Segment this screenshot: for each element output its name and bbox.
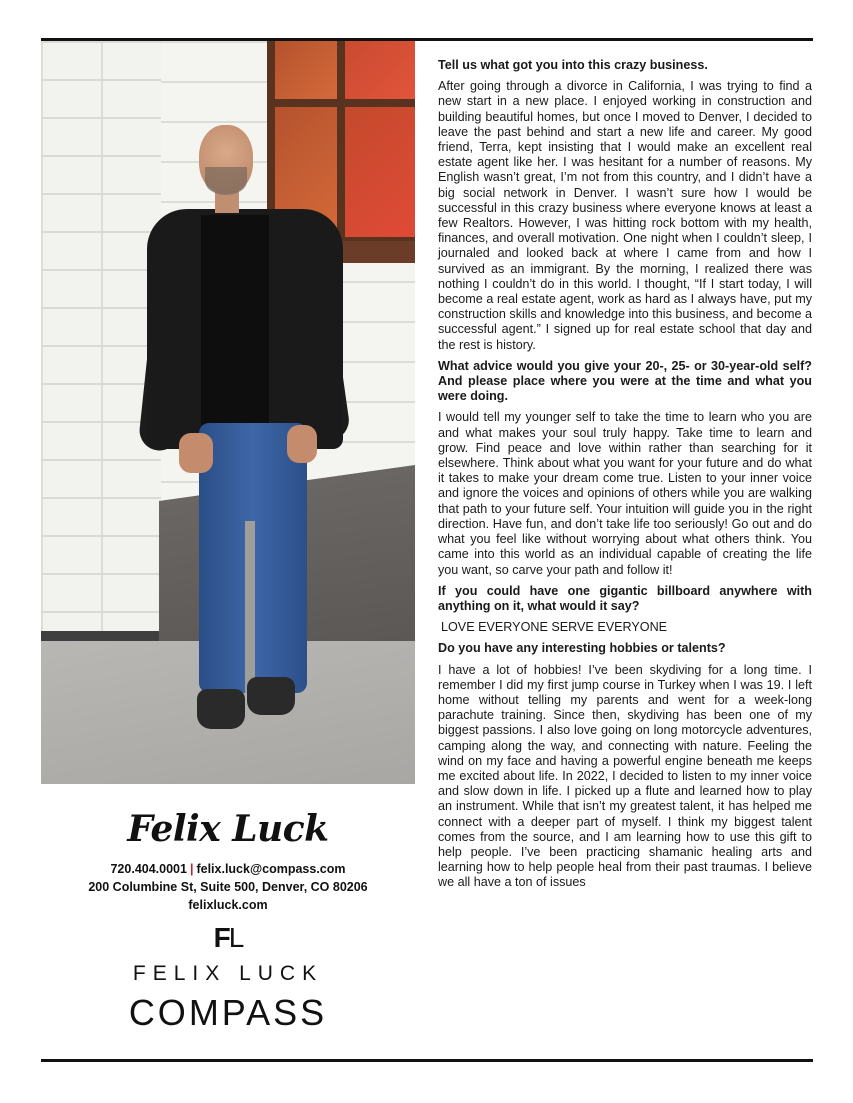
website[interactable]: felixluck.com — [188, 898, 268, 912]
question-3: If you could have one gigantic billboard anywhere with anything on it, what would it say? — [438, 583, 812, 613]
phone[interactable]: 720.404.0001 — [110, 862, 187, 876]
agent-name: Felix Luck — [127, 808, 329, 850]
question-1: Tell us what got you into this crazy business. — [438, 58, 708, 72]
answer-2: I would tell my younger self to take the time to learn who you are and what makes your soul truly happy. Take time to learn and grow. Find peace and love within rather than searching for it elsewhere. Think about what you want for your future and do what it takes to make your dream come true. Listen to your inner voice and ignore the voices and opinions of others while you are walking that path to your future self. Your intuition will guide you in the right direction. Have fun, and don’t take life too seriously! Go out and do what you feel like without worrying about what others think. You came into this world as an individual capable of creating the life you want, so carve your path and follow it! — [438, 410, 812, 577]
right-hand — [287, 425, 317, 463]
compass-logo: COMPASS — [128, 992, 328, 1033]
left-boot — [197, 689, 245, 729]
address: 200 Columbine St, Suite 500, Denver, CO 80206 — [88, 880, 368, 894]
contact-line-phone-email — [41, 862, 415, 876]
answer-4: I have a lot of hobbies! I’ve been skydiving for a long time. I remember I did my first jump course in Turkey when I was 19. I left home without telling my parents and went for a week-long parachute training. Since then, skydiving has been one of my biggest passions. I also love going on long motorcycle adventures, camping along the way, and connecting with nature. Feeling the wind on my face and having a powerful engine beneath me keeps me excited about life. In 2022, I decided to listen to my inner voice and slow down in life. I picked up a flute and learned how to play an instrument. While that isn’t my greatest talent, it has helped me connect with a deeper part of myself. I think my biggest talent comes from the source, and I am learning how to use this gift to help people. I’ve been practicing shamanic healing arts and learning how to help people heal from their past traumas. I believe we all have a ton of issues — [438, 662, 812, 890]
monogram-logo: FL — [213, 922, 243, 953]
separator: | — [189, 862, 194, 876]
email[interactable]: felix.luck@compass.com — [196, 862, 346, 876]
felix-luck-wordmark: FELIX LUCK — [132, 962, 324, 985]
question-4: Do you have any interesting hobbies or talents? — [438, 641, 726, 656]
bottom-rule — [41, 1059, 813, 1062]
beard — [205, 167, 247, 195]
portrait-photo — [41, 41, 415, 784]
shirt — [201, 215, 269, 431]
left-hand — [179, 433, 213, 473]
interview-article — [438, 58, 812, 897]
answer-1: After going through a divorce in California, I was trying to find a new start in a new place. I enjoyed working in construction and building beautiful homes, but once I moved to Denver, I decided to leave the past behind and start a new life and career. My good friend, Terra, kept insisting that I would make an excellent real estate agent like her. I was hesitant for a number of reasons. My English wasn’t great, I’m not from this country, and I didn’t have a big social network in Denver. I wasn’t sure how I would be successful in this crazy business where everyone knows at least a few Realtors. However, I was hitting rock bottom with my health, finances, and overall motivation. One night when I couldn’t sleep, I journaled and looked back at where I came from and how I survived as an immigrant. By the morning, I realized there was nothing I couldn’t do in this world. I thought, “If I start today, I will become a real estate agent, work as hard as I always have, put my construction skills and knowledge into this business, and become a successful agent.” I signed up for real estate school that day and the rest is history. — [438, 79, 812, 352]
answer-3: LOVE EVERYONE SERVE EVERYONE — [441, 620, 668, 635]
question-2: What advice would you give your 20-, 25- or 30-year-old self? And please place where you were at the time and what you were doing. — [438, 358, 812, 404]
right-boot — [247, 677, 295, 715]
